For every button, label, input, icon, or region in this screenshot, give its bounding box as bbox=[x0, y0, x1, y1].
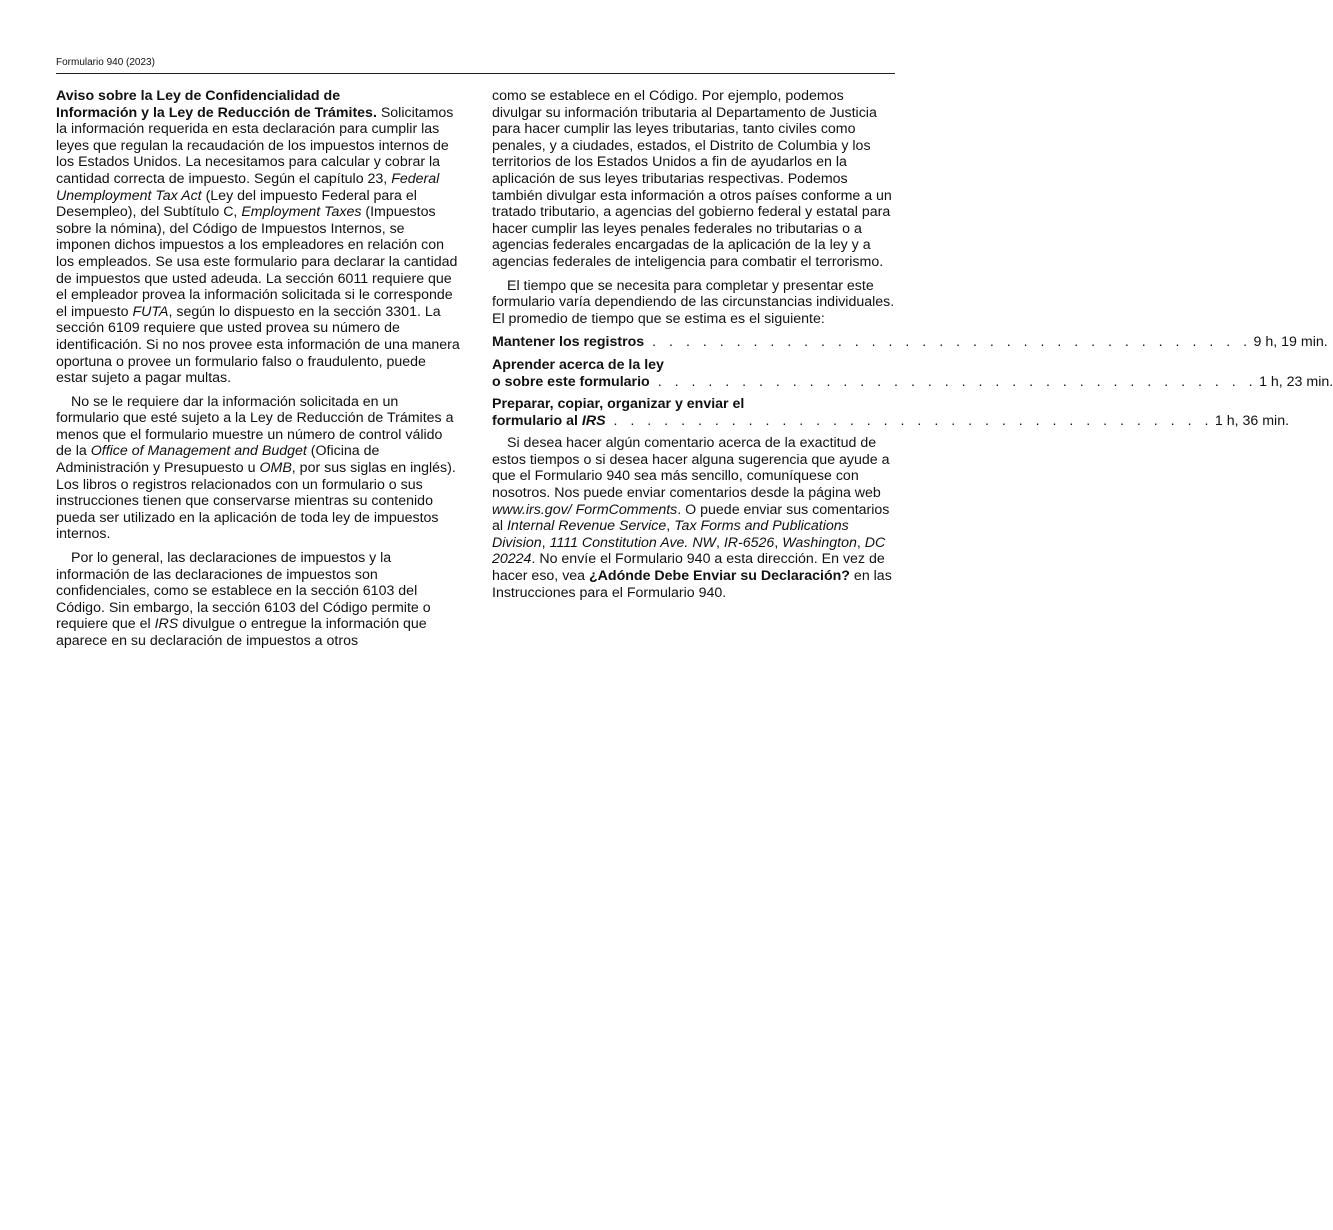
text-run: formulario al bbox=[492, 412, 582, 429]
text-run: 1111 Constitution Ave. NW bbox=[549, 534, 716, 551]
time-label: Mantener los registros bbox=[492, 334, 645, 351]
text-run: IR-6526 bbox=[723, 534, 775, 551]
text-run: , según lo dispuesto en la sección 3301. La sección 6109 requiere que usted provea su número de identificación. Si no nos provee esta información de una manera oportuna o provee un formulario falso o fraudulento, puede estar sujeto a pagar multas. bbox=[56, 303, 460, 387]
time-row-preparing bbox=[492, 396, 1290, 429]
text-run: Office of Management and Budget bbox=[90, 443, 307, 460]
time-label: o sobre este formulario bbox=[492, 373, 650, 390]
text-run: Si desea hacer algún comentario acerca de la exactitud de estos tiempos o si desea hacer alguna sugerencia que ayude a que el Formulario 940 sea más sencillo, comuníquese con nosotros. Nos puede enviar comentarios desde la página web bbox=[492, 435, 890, 502]
text-run: Washington bbox=[782, 534, 857, 551]
text-run: DC 20224 bbox=[492, 534, 886, 568]
text-run: Federal Unemployment Tax Act bbox=[56, 170, 440, 204]
text-run: IRS bbox=[154, 616, 179, 633]
text-run: divulgue o entregue la información que aparece en su declaración de impuestos a otros bbox=[56, 616, 427, 649]
text-run: , bbox=[715, 534, 724, 551]
text-run: ¿Adónde Debe Enviar su Declaración? bbox=[589, 568, 850, 585]
text-run: FUTA bbox=[132, 303, 169, 320]
form-header bbox=[56, 57, 895, 74]
time-row-recordkeeping bbox=[492, 334, 1328, 351]
time-label bbox=[492, 413, 606, 430]
text-run: (Oficina de Administración y Presupuesto u bbox=[56, 443, 380, 477]
comments-paragraph bbox=[492, 435, 896, 601]
form-id: Formulario 940 (2023) bbox=[56, 57, 155, 68]
text-run: OMB bbox=[259, 460, 292, 477]
time-label: Aprender acerca de la ley bbox=[492, 356, 664, 373]
disclosure-paragraph: como se establece en el Código. Por ejemplo, podemos divulgar su información tributaria al Departamento de Justicia para hacer cumplir las leyes tributarias, tanto civiles como penales, y a ciudades, estados, el Distrito de Columbia y los territorios de los Estados Unidos a fin de ayudarlos en la aplicación de sus leyes tributarias respectivas. Podemos también divulgar esta información a otros países conforme a un tratado tributario, a agencias del gobierno federal y estatal para hacer cumplir las leyes penales federales no tributarias o a agencias federales encargadas de la aplicación de la ley y a agencias federales de inteligencia para combatir el terrorismo. bbox=[492, 88, 892, 270]
text-run: en las Instrucciones para el Formulario 940. bbox=[492, 568, 892, 601]
text-run: (Impuestos sobre la nómina), del Código de Impuestos Internos, se imponen dichos impuestos a los empleadores en relación con los empleados. Se usa este formulario para declarar la cantidad de impuestos que usted adeuda. La sección 6011 requiere que el empleador provea la información solicitada si le corresponde el impuesto bbox=[56, 204, 458, 320]
paperwork-paragraph bbox=[56, 394, 460, 543]
right-column bbox=[492, 88, 1333, 608]
comments-url: www.irs.gov/ FormComments bbox=[492, 501, 678, 518]
time-row-line bbox=[492, 412, 1290, 430]
privacy-notice-paragraph bbox=[56, 88, 460, 387]
time-estimate-intro: El tiempo que se necesita para completar y presentar este formulario varía dependiendo de las circunstancias individuales. El promedio de tiempo que se estima es el siguiente: bbox=[492, 277, 895, 327]
time-row-learning bbox=[492, 356, 1333, 390]
text-run: Tax Forms and Publications Division bbox=[492, 518, 849, 551]
confidentiality-paragraph bbox=[56, 550, 460, 650]
leader-dots: . . . . . . . . . . . . . . . . . . . . . . . . . . . . . . . . . . . . bbox=[657, 373, 1258, 390]
text-run: (Ley del impuesto Federal para el Desempleo), del Subtítulo C, bbox=[56, 187, 417, 221]
text-run: Solicitamos la información requerida en esta declaración para cumplir las leyes que regulan la recaudación de los impuestos internos de los Estados Unidos. La necesitamos para calcular y cobrar la cantidad correcta de impuesto. Según el capítulo 23, bbox=[56, 104, 454, 187]
text-run: Por lo general, las declaraciones de impuestos y la información de las declaraciones de impuestos son confidenciales, como se establece en la sección 6103 del Código. Sin embargo, la sección 6103 del Código permite o requiere que el bbox=[56, 550, 431, 633]
text-run: , bbox=[856, 534, 865, 551]
time-label: Preparar, copiar, organizar y enviar el bbox=[492, 396, 745, 413]
text-run: IRS bbox=[581, 412, 606, 429]
text-run: Internal Revenue Service bbox=[506, 518, 667, 535]
text-run: . O puede enviar sus comentarios al bbox=[492, 501, 890, 535]
text-run: , por sus siglas en inglés). Los libros o registros relacionados con un formulario o sus instrucciones tienen que conservarse mientras su contenido pueda ser utilizado en la aplicación de toda ley de impuestos internos. bbox=[56, 460, 456, 543]
text-run: , bbox=[541, 534, 550, 551]
time-row-line bbox=[492, 373, 1333, 391]
text-run: . No envíe el Formulario 940 a esta dirección. En vez de hacer eso, vea bbox=[492, 551, 885, 585]
text-run: , bbox=[774, 534, 783, 551]
leader-dots: . . . . . . . . . . . . . . . . . . . . . . . . . . . . . . . . . . . . bbox=[652, 334, 1252, 351]
text-run: Employment Taxes bbox=[241, 204, 362, 221]
time-value: 9 h, 19 min. bbox=[1253, 334, 1328, 351]
left-column bbox=[56, 88, 460, 657]
leader-dots: . . . . . . . . . . . . . . . . . . . . . . . . . . . . . . . . . . . . bbox=[613, 412, 1213, 429]
text-run: , bbox=[666, 518, 675, 535]
privacy-notice-title-line1: Aviso sobre la Ley de Confidencialidad de bbox=[56, 88, 341, 104]
time-value: 1 h, 23 min. bbox=[1259, 373, 1333, 390]
time-value: 1 h, 36 min. bbox=[1214, 412, 1290, 429]
privacy-notice-title-line2: Información y la Ley de Reducción de Trámites. bbox=[56, 104, 377, 121]
text-run: No se le requiere dar la información solicitada en un formulario que esté sujeto a la Ley de Reducción de Trámites a menos que el formulario muestre un número de control válido de la bbox=[56, 393, 454, 460]
